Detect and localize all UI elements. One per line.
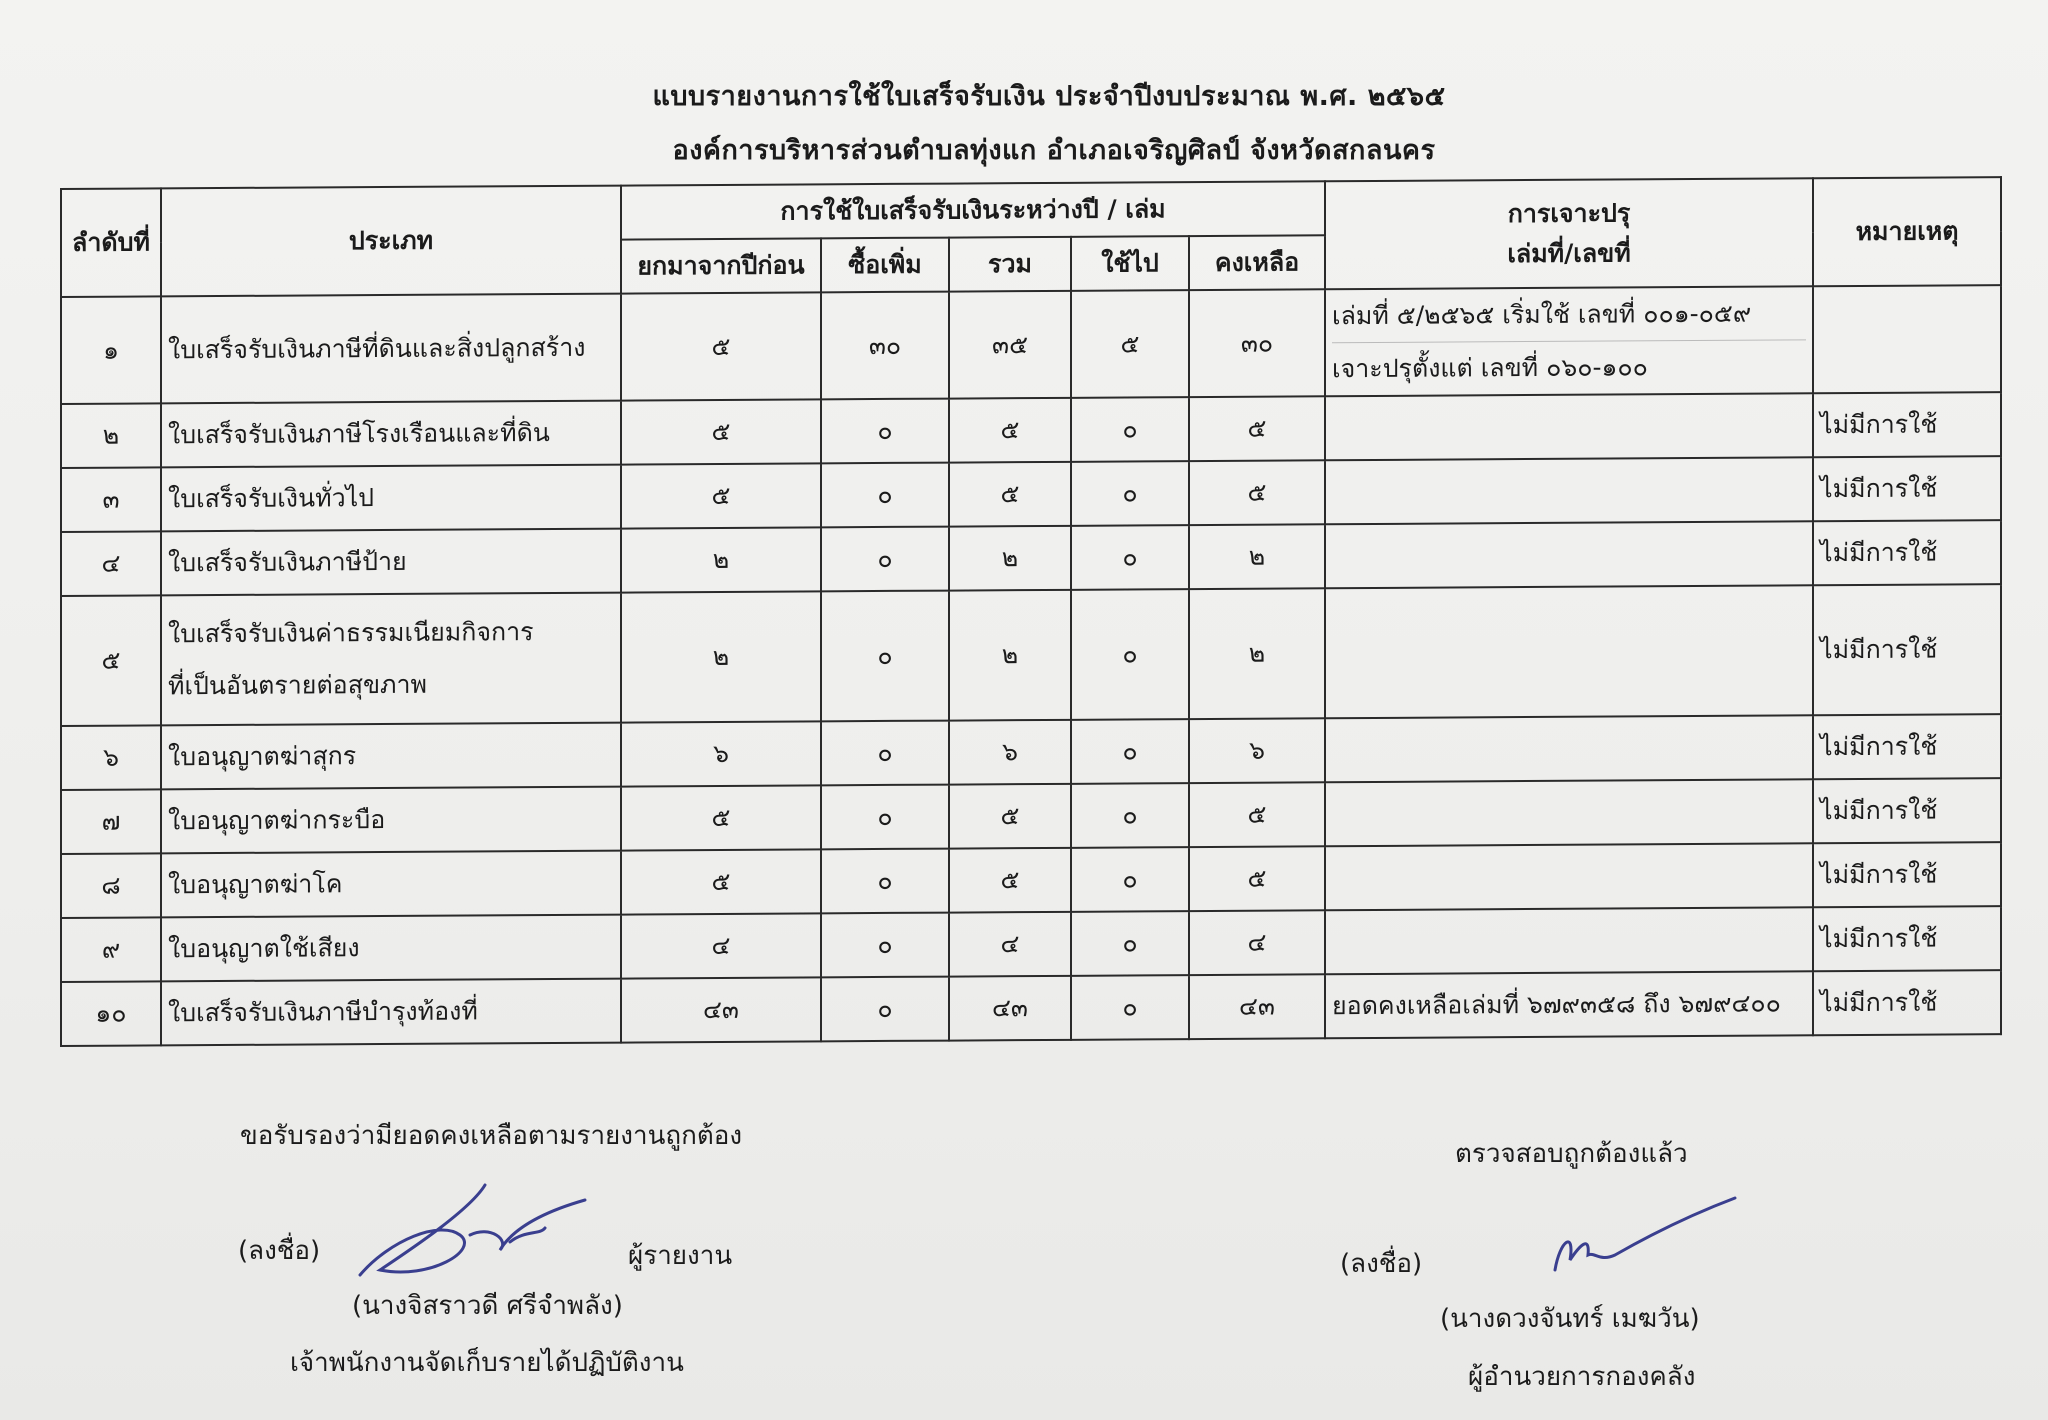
cell-purchased: ๐ [821, 591, 949, 722]
cell-type: ใบอนุญาตฆ่ากระบือ [161, 787, 621, 854]
cell-used: ๐ [1071, 911, 1189, 976]
cell-seq: ๑๐ [61, 981, 161, 1046]
cell-carried: ๒ [621, 591, 821, 722]
left-signature-icon [350, 1180, 590, 1290]
cell-carried: ๕ [621, 292, 821, 400]
cell-remaining: ๕ [1189, 396, 1325, 461]
cell-remark: ไม่มีการใช้ [1813, 392, 2001, 457]
cell-used: ๕ [1071, 290, 1189, 398]
cell-used: ๐ [1071, 525, 1189, 590]
cell-type: ใบเสร็จรับเงินภาษีที่ดินและสิ่งปลูกสร้าง [161, 294, 621, 404]
cell-drill [1325, 585, 1813, 718]
cell-used: ๐ [1071, 847, 1189, 912]
cell-purchased: ๐ [821, 849, 949, 914]
cell-carried: ๕ [621, 399, 821, 464]
table-row [61, 842, 2001, 918]
table-row [61, 714, 2001, 790]
cell-drill [1325, 907, 1813, 974]
cell-drill [1325, 843, 1813, 910]
cell-remaining: ๕ [1189, 782, 1325, 847]
cell-remaining: ๒ [1189, 524, 1325, 589]
cell-total: ๕ [949, 784, 1071, 849]
cell-purchased: ๐ [821, 463, 949, 528]
cell-drill [1325, 457, 1813, 524]
cell-remaining: ๔๓ [1189, 974, 1325, 1039]
cell-drill [1325, 521, 1813, 588]
cell-remaining: ๕ [1189, 846, 1325, 911]
cell-total: ๒ [949, 526, 1071, 591]
cell-remark: ไม่มีการใช้ [1813, 778, 2001, 843]
cell-total: ๕ [949, 462, 1071, 527]
cell-seq: ๒ [61, 403, 161, 468]
cell-drill [1325, 393, 1813, 460]
cell-total: ๕ [949, 848, 1071, 913]
cell-type: ใบอนุญาตฆ่าสุกร [161, 723, 621, 790]
cell-purchased: ๐ [821, 977, 949, 1042]
cell-remark: ไม่มีการใช้ [1813, 456, 2001, 521]
cell-used: ๐ [1071, 975, 1189, 1040]
table-row [61, 456, 2001, 532]
left-name: (นางจิสราวดี ศรีจำพลัง) [352, 1291, 623, 1321]
cell-type: ใบอนุญาตใช้เสียง [161, 915, 621, 982]
left-position: เจ้าพนักงานจัดเก็บรายได้ปฏิบัติงาน [290, 1348, 684, 1378]
cell-carried: ๕ [621, 785, 821, 850]
left-sign-label: (ลงชื่อ) [238, 1236, 321, 1266]
cell-carried: ๔๓ [621, 977, 821, 1042]
header-drill-line2: เล่มที่/เลขที่ [1507, 238, 1631, 269]
table-row [61, 906, 2001, 982]
cell-type: ใบเสร็จรับเงินภาษีบำรุงท้องที่ [161, 979, 621, 1046]
cell-purchased: ๐ [821, 527, 949, 592]
cell-remaining: ๒ [1189, 588, 1325, 719]
type-line: ใบเสร็จรับเงินค่าธรรมเนียมกิจการ [168, 617, 534, 649]
cell-type: ใบเสร็จรับเงินภาษีป้าย [161, 529, 621, 596]
header-total: รวม [949, 237, 1071, 292]
cell-seq: ๕ [61, 595, 161, 726]
cell-type: ใบเสร็จรับเงินภาษีโรงเรือนและที่ดิน [161, 401, 621, 468]
cell-seq: ๙ [61, 917, 161, 982]
left-role: ผู้รายงาน [628, 1241, 733, 1271]
header-carried: ยกมาจากปีก่อน [621, 238, 821, 293]
cell-remark: ไม่มีการใช้ [1813, 584, 2001, 715]
cell-drill [1325, 779, 1813, 846]
cell-total: ๕ [949, 398, 1071, 463]
cell-type: ใบเสร็จรับเงินทั่วไป [161, 465, 621, 532]
cell-total: ๓๕ [949, 291, 1071, 399]
right-name: (นางดวงจันทร์ เมฆวัน) [1440, 1304, 1700, 1334]
cell-seq: ๑ [61, 296, 161, 404]
cell-purchased: ๐ [821, 721, 949, 786]
cell-used: ๐ [1071, 783, 1189, 848]
right-signature-icon [1540, 1190, 1740, 1280]
report-title: แบบรายงานการใช้ใบเสร็จรับเงิน ประจำปีงบประมาณ พ.ศ. ๒๕๖๕ [652, 81, 1446, 112]
cell-seq: ๘ [61, 853, 161, 918]
table-row [61, 285, 2001, 404]
cell-seq: ๔ [61, 531, 161, 596]
header-remaining: คงเหลือ [1189, 235, 1325, 290]
cell-remark: ไม่มีการใช้ [1813, 520, 2001, 585]
cell-remark: ไม่มีการใช้ [1813, 970, 2001, 1035]
cell-carried: ๔ [621, 913, 821, 978]
cell-seq: ๓ [61, 467, 161, 532]
cell-used: ๐ [1071, 461, 1189, 526]
cell-purchased: ๐ [821, 913, 949, 978]
header-usage-group: การใช้ใบเสร็จรับเงินระหว่างปี / เล่ม [621, 181, 1325, 239]
cell-carried: ๕ [621, 849, 821, 914]
cell-type: ใบอนุญาตฆ่าโค [161, 851, 621, 918]
cell-remark: ไม่มีการใช้ [1813, 906, 2001, 971]
table-row [61, 970, 2001, 1046]
table-row [61, 520, 2001, 596]
cell-remark [1813, 285, 2001, 393]
header-drill-line1: การเจาะปรุ [1507, 198, 1631, 229]
right-position: ผู้อำนวยการกองคลัง [1468, 1362, 1696, 1392]
cell-total: ๖ [949, 720, 1071, 785]
cell-type [161, 593, 621, 726]
cell-remark: ไม่มีการใช้ [1813, 714, 2001, 779]
cell-used: ๐ [1071, 397, 1189, 462]
cell-purchased: ๐ [821, 399, 949, 464]
cell-purchased: ๓๐ [821, 292, 949, 400]
cell-drill [1325, 286, 1813, 396]
right-sign-label: (ลงชื่อ) [1340, 1249, 1423, 1279]
cell-used: ๐ [1071, 719, 1189, 784]
cell-used: ๐ [1071, 589, 1189, 720]
cell-total: ๔๓ [949, 976, 1071, 1041]
cell-carried: ๒ [621, 527, 821, 592]
header-drill [1325, 178, 1813, 289]
header-seq: ลำดับที่ [61, 188, 161, 297]
cell-purchased: ๐ [821, 785, 949, 850]
cell-carried: ๖ [621, 721, 821, 786]
cell-total: ๒ [949, 590, 1071, 721]
cell-remaining: ๔ [1189, 910, 1325, 975]
header-purchased: ซื้อเพิ่ม [821, 238, 949, 293]
cell-remaining: ๕ [1189, 460, 1325, 525]
table-row [61, 392, 2001, 468]
cell-drill [1325, 715, 1813, 782]
certify-statement: ขอรับรองว่ามียอดคงเหลือตามรายงานถูกต้อง [240, 1121, 743, 1151]
drill-line: เล่มที่ ๕/๒๕๖๕ เริ่มใช้ เลขที่ ๐๐๑-๐๕๙ [1332, 298, 1752, 331]
cell-remark: ไม่มีการใช้ [1813, 842, 2001, 907]
drill-line: เจาะปรุตั้งแต่ เลขที่ ๐๖๐-๑๐๐ [1332, 339, 1806, 395]
organization-line: องค์การบริหารส่วนตำบลทุ่งแก อำเภอเจริญศิลป์ จังหวัดสกลนคร [672, 135, 1436, 166]
cell-total: ๔ [949, 912, 1071, 977]
header-type: ประเภท [161, 186, 621, 297]
cell-seq: ๗ [61, 789, 161, 854]
header-remark: หมายเหตุ [1813, 177, 2001, 286]
type-line: ที่เป็นอันตรายต่อสุขภาพ [168, 669, 428, 701]
cell-carried: ๕ [621, 463, 821, 528]
cell-remaining: ๖ [1189, 718, 1325, 783]
table-row [61, 778, 2001, 854]
verified-statement: ตรวจสอบถูกต้องแล้ว [1455, 1139, 1688, 1169]
cell-drill: ยอดคงเหลือเล่มที่ ๖๗๙๓๕๘ ถึง ๖๗๙๔๐๐ [1325, 971, 1813, 1038]
header-used: ใช้ไป [1071, 236, 1189, 291]
cell-seq: ๖ [61, 725, 161, 790]
cell-remaining: ๓๐ [1189, 289, 1325, 397]
receipt-usage-table [60, 176, 2002, 1047]
table-row [61, 584, 2001, 726]
